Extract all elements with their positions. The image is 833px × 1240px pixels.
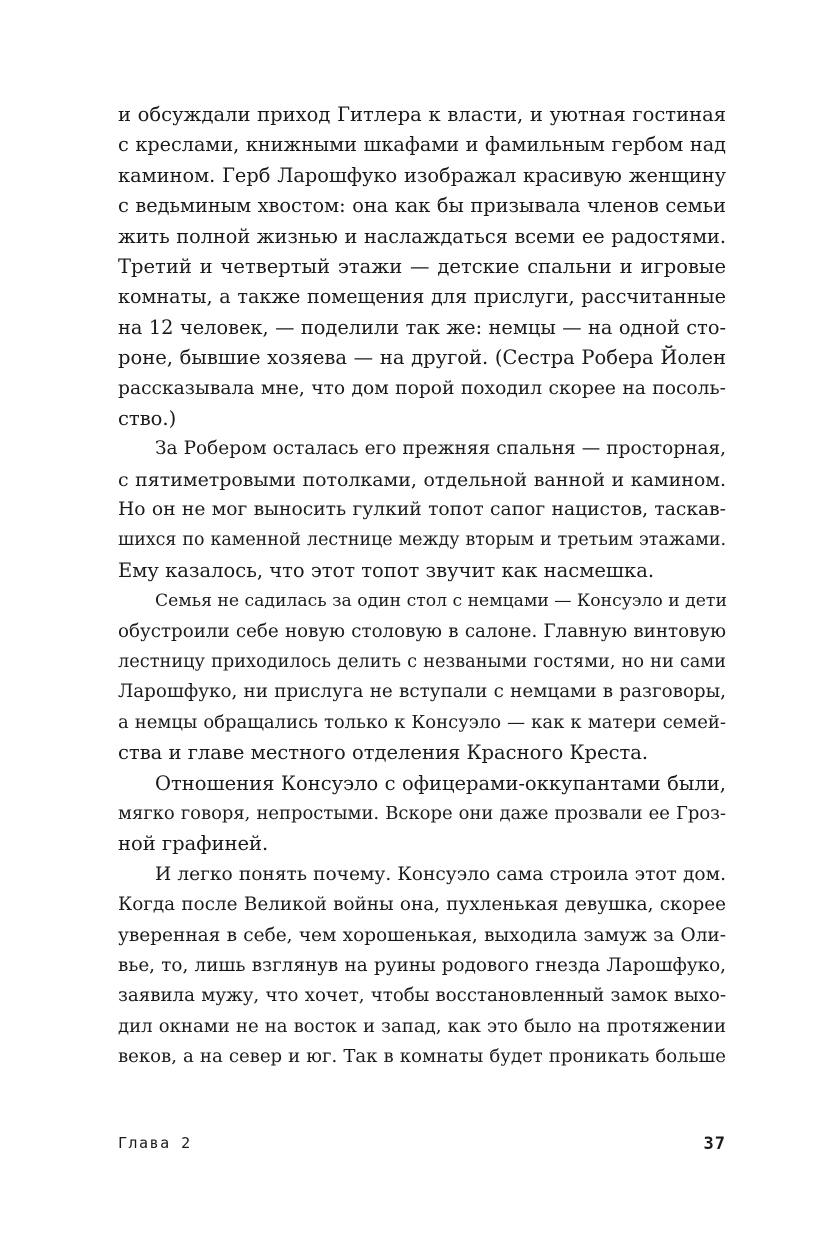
text-line: с ведьминым хвостом: она как бы призывала членов семьи	[118, 194, 726, 218]
text-line: обустроили себе новую столовую в салоне. Главную винтовую	[118, 620, 726, 642]
text-line: шихся по каменной лестнице между вторым и третьим этажами.	[118, 530, 726, 551]
text-line: и обсуждали приход Гитлера к власти, и уютная гостиная	[118, 103, 726, 126]
text-line: а немцы обращались только к Консуэло — как к матери семей-	[118, 711, 726, 733]
body-text	[118, 100, 726, 1073]
text-line: ство.)	[118, 406, 177, 430]
text-line: Когда после Великой войны она, пухленькая девушка, скорее	[118, 894, 726, 916]
text-line: вье, то, лишь взглянув на руины родового гнезда Ларошфуко,	[118, 954, 726, 976]
text-line: лестницу приходилось делить с незваными гостями, но ни сами	[118, 652, 726, 673]
text-line: с пятиметровыми потолками, отдельной ванной и камином.	[118, 468, 726, 491]
text-line: с креслами, книжными шкафами и фамильным гербом над	[118, 133, 726, 157]
text-line: Ему казалось, что этот топот звучит как насмешка.	[118, 558, 655, 582]
page-number: 37	[703, 1134, 726, 1154]
text-line: мягко говоря, непростыми. Вскоре они даже прозвали ее Гроз-	[118, 802, 726, 824]
text-line: веков, а на север и юг. Так в комнаты будет проникать больше	[118, 1046, 726, 1068]
text-line: ной графиней.	[118, 832, 269, 856]
text-line: заявила мужу, что хочет, чтобы восстановленный замок выхо-	[118, 985, 726, 1007]
text-line: камином. Герб Ларошфуко изображал красивую женщину	[118, 163, 726, 187]
text-line: За Робером осталась его прежняя спальня — просторная,	[155, 438, 726, 460]
text-line: Семья не садилась за один стол с немцами — Консуэло и дети	[155, 591, 727, 612]
text-line: дил окнами не на восток и запад, как это было на протяжении	[118, 1015, 726, 1037]
text-line: Ларошфуко, ни прислуга не вступали с немцами в разговоры,	[118, 681, 726, 703]
page-footer	[118, 1134, 726, 1158]
text-line: И легко понять почему. Консуэло сама строила этот дом.	[155, 863, 726, 885]
text-line: ства и главе местного отделения Красного Креста.	[118, 741, 649, 765]
text-line: Отношения Консуэло с офицерами-оккупантами были,	[155, 771, 726, 795]
text-line: комнаты, а также помещения для прислуги, рассчитанные	[118, 285, 726, 309]
text-line: уверенная в себе, чем хорошенькая, выходила замуж за Оли-	[118, 924, 726, 946]
text-line: роне, бывшие хозяева — на другой. (Сестра Робера Йолен	[118, 346, 726, 370]
text-line: жить полной жизнью и наслаждаться всеми ее радостями.	[118, 224, 726, 248]
text-line: рассказывала мне, что дом порой походил скорее на посоль-	[118, 377, 726, 399]
text-line: на 12 человек, — поделили так же: немцы — на одной сто-	[118, 315, 726, 339]
text-line: Но он не мог выносить гулкий топот сапог нацистов, таскав-	[118, 499, 726, 521]
text-line: Третий и четвертый этажи — детские спальни и игровые	[118, 254, 726, 278]
chapter-label: Глава 2	[118, 1134, 192, 1152]
